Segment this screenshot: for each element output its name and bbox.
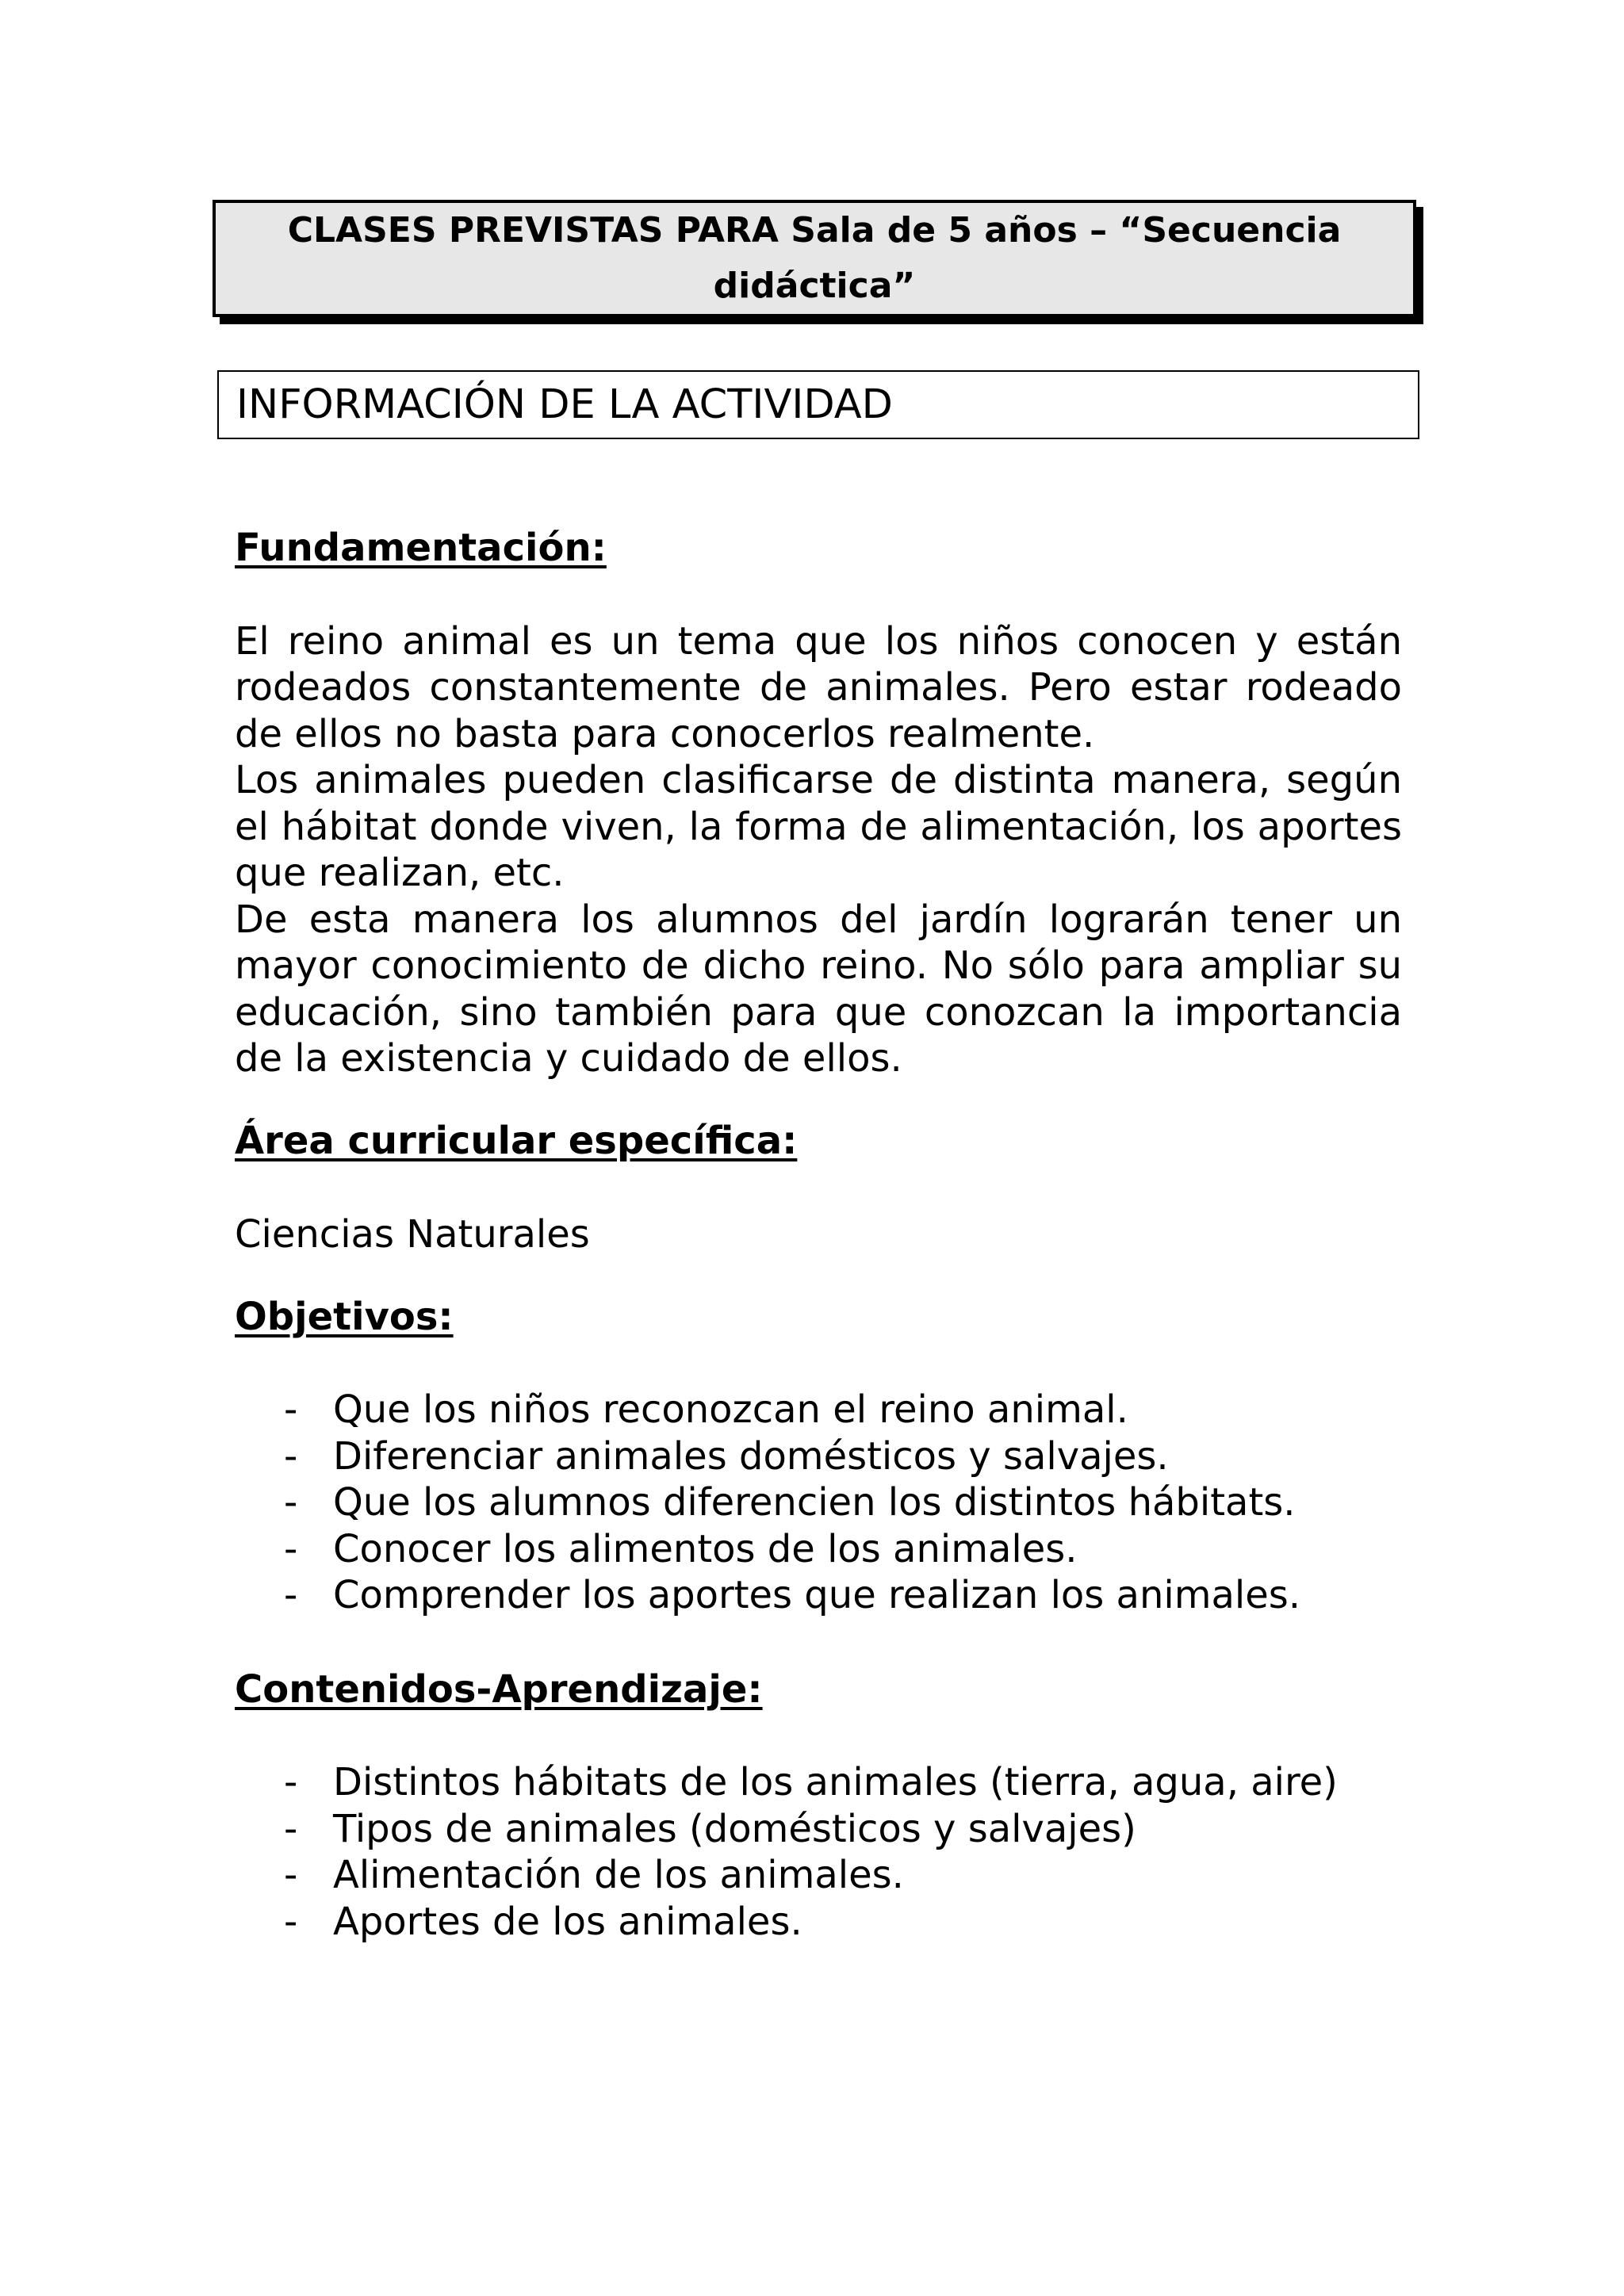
- dash-bullet: -: [284, 1573, 298, 1617]
- list-item: [235, 1759, 1402, 1806]
- list-item: [235, 1526, 1402, 1573]
- fundamentacion-paragraph: El reino animal es un tema que los niños conocen y están rodeados constantemente de animales. Pero estar rodeado de ellos no basta para conocerlos realmente.: [235, 618, 1402, 756]
- dash-bullet: -: [284, 1526, 298, 1571]
- dash-bullet: -: [284, 1480, 298, 1525]
- objetivo-text: Comprender los aportes que realizan los animales.: [333, 1573, 1301, 1617]
- contenidos-heading: Contenidos-Aprendizaje:: [235, 1667, 763, 1712]
- activity-info-box: [217, 370, 1419, 439]
- activity-info-title: INFORMACIÓN DE LA ACTIVIDAD: [236, 381, 893, 428]
- list-item: [235, 1572, 1402, 1619]
- list-item: [235, 1852, 1402, 1899]
- dash-bullet: -: [284, 1806, 298, 1851]
- area-curricular-value: Ciencias Naturales: [235, 1212, 590, 1257]
- list-item: [235, 1433, 1402, 1480]
- objetivo-text: Que los niños reconozcan el reino animal.: [333, 1387, 1128, 1432]
- contenido-text: Alimentación de los animales.: [333, 1853, 904, 1897]
- objetivos-heading: Objetivos:: [235, 1294, 454, 1339]
- fundamentacion-paragraph: Los animales pueden clasificarse de distinta manera, según el hábitat donde viven, la forma de alimentación, los aportes que realizan, etc.: [235, 758, 1402, 895]
- list-item: [235, 1479, 1402, 1526]
- list-item: [235, 1899, 1402, 1946]
- dash-bullet: -: [284, 1760, 298, 1804]
- objetivo-text: Conocer los alimentos de los animales.: [333, 1526, 1078, 1571]
- dash-bullet: -: [284, 1899, 298, 1944]
- fundamentacion-paragraph: De esta manera los alumnos del jardín lograrán tener un mayor conocimiento de dicho reino. No sólo para ampliar su educación, sino también para que conozcan la importancia de la existencia y cuidado de ellos.: [235, 897, 1402, 1081]
- list-item: [235, 1806, 1402, 1853]
- contenido-text: Tipos de animales (domésticos y salvajes): [333, 1806, 1136, 1851]
- document-header-box: [213, 200, 1416, 317]
- contenidos-list: [235, 1759, 1402, 1945]
- document-header-title: CLASES PREVISTAS PARA Sala de 5 años – “Secuencia didáctica”: [287, 210, 1342, 306]
- dash-bullet: -: [284, 1853, 298, 1897]
- dash-bullet: -: [284, 1387, 298, 1432]
- dash-bullet: -: [284, 1433, 298, 1479]
- objetivos-list: [235, 1387, 1402, 1619]
- contenido-text: Distintos hábitats de los animales (tierra, agua, aire): [333, 1760, 1338, 1804]
- area-curricular-heading: Área curricular específica:: [235, 1118, 798, 1163]
- contenido-text: Aportes de los animales.: [333, 1899, 802, 1944]
- objetivo-text: Que los alumnos diferencien los distintos hábitats.: [333, 1480, 1296, 1525]
- list-item: [235, 1387, 1402, 1433]
- fundamentacion-heading: Fundamentación:: [235, 526, 607, 570]
- objetivo-text: Diferenciar animales domésticos y salvajes.: [333, 1433, 1169, 1479]
- document-body: [235, 525, 1402, 1945]
